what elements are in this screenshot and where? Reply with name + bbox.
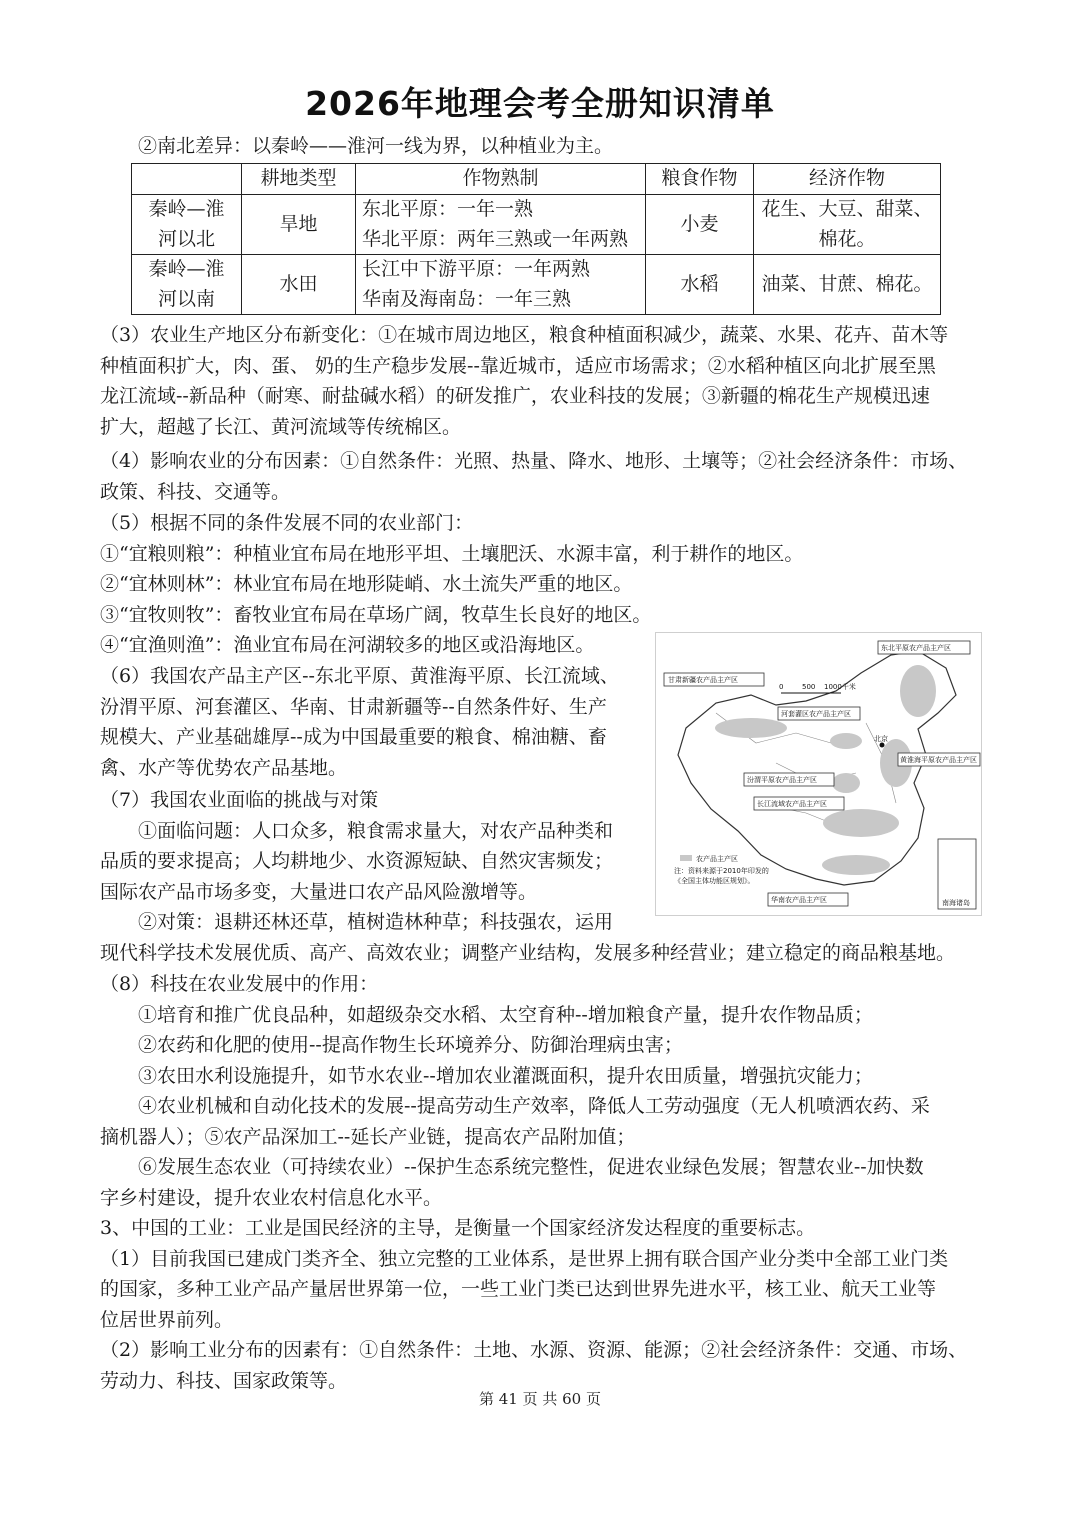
map-legend: 农产品主产区 xyxy=(696,855,738,863)
production-regions xyxy=(715,665,936,875)
region-cell: 秦岭—淮 河以南 xyxy=(132,255,242,315)
table-header-cell xyxy=(132,164,242,195)
map-scale-1000: 1000千米 xyxy=(824,683,856,691)
grain-crop-cell: 小麦 xyxy=(646,195,754,255)
map-note-line1: 注：资料来源于2010年印发的 xyxy=(674,867,769,875)
grain-crop-cell: 水稻 xyxy=(646,255,754,315)
table-row xyxy=(132,195,941,255)
region-cell: 秦岭—淮 河以北 xyxy=(132,195,242,255)
paragraph-4: （4）影响农业的分布因素：①自然条件：光照、热量、降水、地形、土壤等；②社会经济条件：市场、 政策、科技、交通等。 xyxy=(100,450,968,503)
north-south-intro: ②南北差异：以秦岭——淮河一线为界，以种植业为主。 xyxy=(138,135,614,157)
paragraph-5: （5）根据不同的条件发展不同的农业部门： ①“宜粮则粮”：种植业宜布局在地形平坦、土壤肥沃、水源丰富，利于耕作的地区。 ②“宜林则林”：林业宜布局在地形陡峭、水土流失严重的地区。 ③“宜牧则牧”：畜牧业宜布局在草场广阔，牧草生长良好的地区。 ④“宜渔则渔”：渔业宜布局在河湖较多的地区或沿海地区。 xyxy=(100,512,804,656)
map-label-fenwei: 汾渭平原农产品主产区 xyxy=(747,776,817,784)
paragraph-6: （6）我国农产品主产区--东北平原、黄淮海平原、长江流域、 汾渭平原、河套灌区、华南、甘肃新疆等--自然条件好、生产 规模大、产业基础雄厚--成为中国最重要的粮食、棉油糖、畜 禽、水产等优势农产品基地。 xyxy=(100,665,619,779)
cash-crop-cell: 油菜、甘蔗、棉花。 xyxy=(754,255,941,315)
map-label-northeast: 东北平原农产品主产区 xyxy=(881,644,951,652)
page-footer: 第 41 页 共 60 页 xyxy=(478,1390,601,1408)
map-city-beijing: 北京 xyxy=(874,735,888,743)
map-label-gansu-xinjiang: 甘肃新疆农产品主产区 xyxy=(668,676,738,684)
table-header-cell: 作物熟制 xyxy=(356,164,646,195)
map-label-changjiang: 长江流域农产品主产区 xyxy=(757,800,827,808)
map-inset-label: 南海诸岛 xyxy=(942,899,970,907)
china-map-graphic xyxy=(656,633,981,915)
agri-production-map xyxy=(655,632,982,916)
table-header-cell: 耕地类型 xyxy=(242,164,356,195)
crop-comparison-table xyxy=(131,163,941,315)
paragraph-8: （8）科技在农业发展中的作用： ①培育和推广优良品种，如超级杂交水稻、太空育种--增加粮食产量，提升农作物品质； ②农药和化肥的使用--提高作物生长环境养分、防御治理病虫害； ③农田水利设施提升，如节水农业--增加农业灌溉面积，提升农田质量，增强抗灾能力； ④农业机械和自动化技术的发展--提高劳动生产效率，降低人工劳动强度（无人机喷洒农药、采 摘机器人）；⑤农产品深加工--延长产业链，提高农产品附加值； ⑥发展生态农业（可持续农业）--保护生态系统完整性，促进农业绿色发展；智慧农业--加快数 字乡村建设，提升农业农村信息化水平。 xyxy=(100,973,930,1209)
map-label-hetao: 河套灌区农产品主产区 xyxy=(781,710,851,718)
map-scale-0: 0 xyxy=(779,683,784,691)
industry-section: 3、中国的工业：工业是国民经济的主导，是衡量一个国家经济发达程度的重要标志。 （1）目前我国已建成门类齐全、独立完整的工业体系，是世界上拥有联合国产业分类中全部工业门类 的国家，多种工业产品产量居世界第一位，一些工业门类已达到世界先进水平，核工业、航天工业等 位居世界前列。 （2）影响工业分布的因素有：①自然条件：土地、水源、资源、能源；②社会经济条件：交通、市场、 劳动力、科技、国家政策等。 xyxy=(100,1217,968,1392)
land-type-cell: 旱地 xyxy=(242,195,356,255)
land-type-cell: 水田 xyxy=(242,255,356,315)
cropping-system-cell: 长江中下游平原：一年两熟 华南及海南岛：一年三熟 xyxy=(356,255,646,315)
table-header-row xyxy=(132,164,941,195)
table-header-cell: 经济作物 xyxy=(754,164,941,195)
paragraph-7: （7）我国农业面临的挑战与对策 ①面临问题：人口众多，粮食需求量大，对农产品种类和 品质的要求提高；人均耕地少、水资源短缺、自然灾害频发； 国际农产品市场多变，大量进口农产品风险激增等。 xyxy=(100,789,614,903)
map-label-huanghuaihai: 黄淮海平原农产品主产区 xyxy=(900,756,977,764)
table-row xyxy=(132,255,941,315)
cropping-system-cell: 东北平原：一年一熟 华北平原：两年三熟或一年两熟 xyxy=(356,195,646,255)
paragraph-7-measures: ②对策：退耕还林还草，植树造林种草；科技强农，运用 现代科学技术发展优质、高产、高效农业；调整产业结构，发展多种经营业；建立稳定的商品粮基地。 xyxy=(100,911,956,964)
map-label-huanan: 华南农产品主产区 xyxy=(771,896,827,904)
page-title: 2026年地理会考全册知识清单 xyxy=(305,84,775,123)
cash-crop-cell: 花生、大豆、甜菜、 棉花。 xyxy=(754,195,941,255)
table-header-cell: 粮食作物 xyxy=(646,164,754,195)
paragraph-3: （3）农业生产地区分布新变化：①在城市周边地区，粮食种植面积减少，蔬菜、水果、花卉、苗木等 种植面积扩大，肉、蛋、 奶的生产稳步发展--靠近城市，适应市场需求；②水稻种植区向北扩展至黑 龙江流域--新品种（耐寒、耐盐碱水稻）的研发推广，农业科技的发展；③新疆的棉花生产规模迅速 扩大，超越了长江、黄河流域等传统棉区。 xyxy=(100,324,949,438)
map-note-line2: 《全国主体功能区规划》。 xyxy=(674,877,755,885)
map-scale-500: 500 xyxy=(802,683,816,691)
